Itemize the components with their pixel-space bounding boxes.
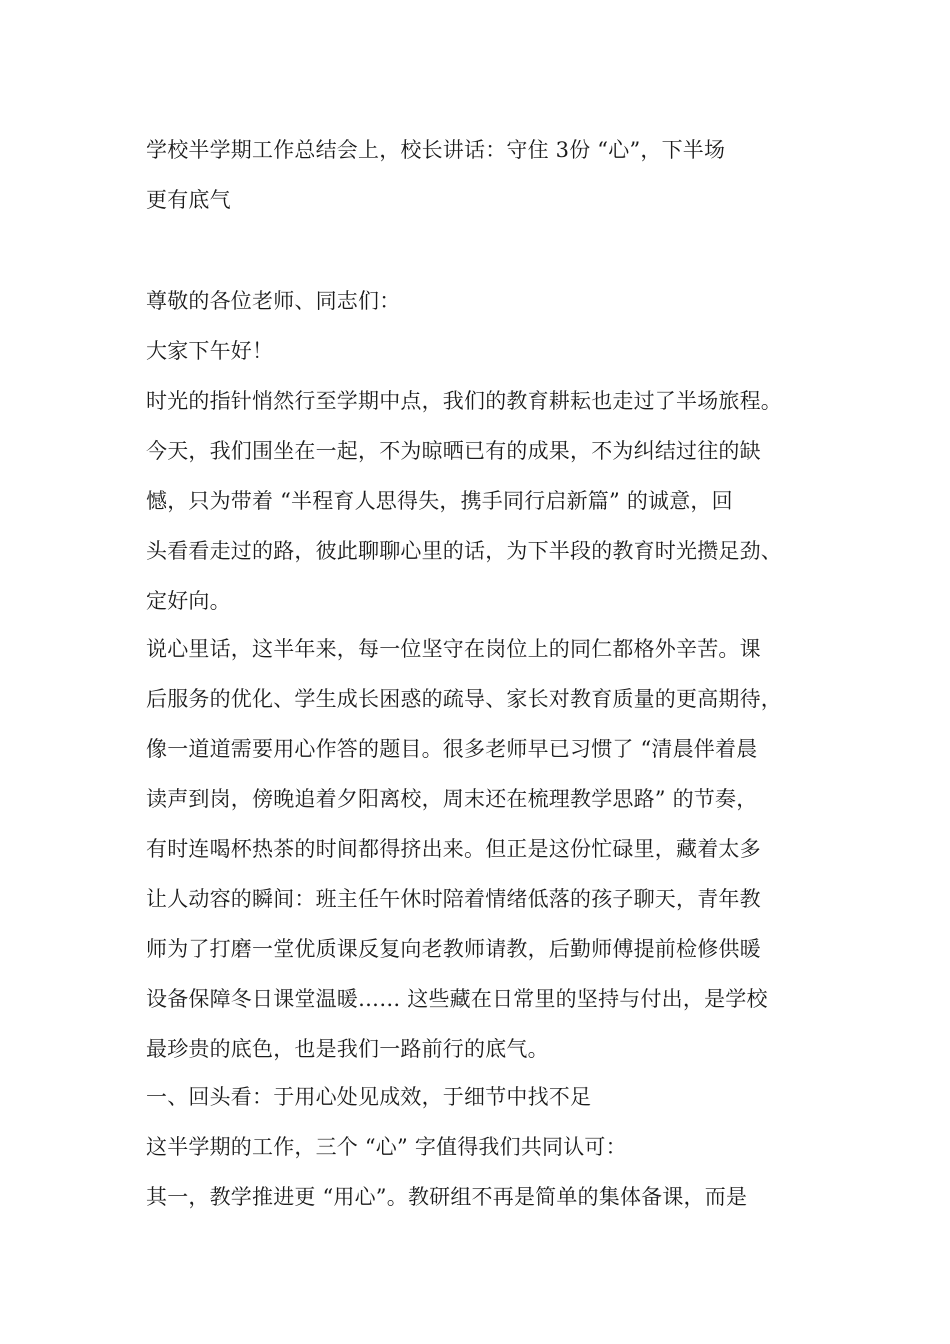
paragraph1-line-4: 头看看走过的路，彼此聊聊心里的话，为下半段的教育时光攒足劲、 bbox=[146, 539, 782, 563]
paragraph1-line-5: 定好向。 bbox=[146, 589, 231, 613]
paragraph2-line-6: 让人动容的瞬间：班主任午休时陪着情绪低落的孩子聊天，青年教 bbox=[146, 887, 761, 911]
paragraph2-line-4: 读声到岗，傍晚追着夕阳离校，周末还在梳理教学思路” 的节奏， bbox=[146, 787, 758, 811]
title-line-2: 更有底气 bbox=[146, 188, 231, 212]
paragraph1-line-2: 今天，我们围坐在一起，不为晾晒已有的成果，不为纠结过往的缺 bbox=[146, 439, 761, 463]
salutation: 大家下午好！ bbox=[146, 339, 274, 363]
greeting: 尊敬的各位老师、同志们： bbox=[146, 289, 401, 313]
title-line-1: 学校半学期工作总结会上，校长讲话：守住 3份 “心”，下半场 bbox=[146, 138, 726, 162]
paragraph2-line-5: 有时连喝杯热茶的时间都得挤出来。但正是这份忙碌里，藏着太多 bbox=[146, 837, 761, 861]
paragraph2-line-7: 师为了打磨一堂优质课反复向老教师请教，后勤师傅提前检修供暖 bbox=[146, 937, 761, 961]
paragraph1-line-1: 时光的指针悄然行至学期中点，我们的教育耕耘也走过了半场旅程。 bbox=[146, 389, 782, 413]
paragraph2-line-2: 后服务的优化、学生成长困惑的疏导、家长对教育质量的更高期待， bbox=[146, 687, 782, 711]
paragraph1-line-3: 憾，只为带着 “半程育人思得失，携手同行启新篇” 的诚意，回 bbox=[146, 489, 733, 513]
paragraph2-line-9: 最珍贵的底色，也是我们一路前行的底气。 bbox=[146, 1037, 549, 1061]
section1-point1: 其一，教学推进更 “用心”。教研组不再是简单的集体备课，而是 bbox=[146, 1185, 748, 1209]
paragraph2-line-3: 像一道道需要用心作答的题目。很多老师早已习惯了 “清晨伴着晨 bbox=[146, 737, 758, 761]
paragraph2-line-8: 设备保障冬日课堂温暖…… 这些藏在日常里的坚持与付出，是学校 bbox=[146, 987, 768, 1011]
paragraph2-line-1: 说心里话，这半年来，每一位坚守在岗位上的同仁都格外辛苦。课 bbox=[146, 637, 761, 661]
section1-heading: 一、回头看：于用心处见成效，于细节中找不足 bbox=[146, 1085, 592, 1109]
section1-intro: 这半学期的工作，三个 “心” 字值得我们共同认可： bbox=[146, 1135, 627, 1159]
